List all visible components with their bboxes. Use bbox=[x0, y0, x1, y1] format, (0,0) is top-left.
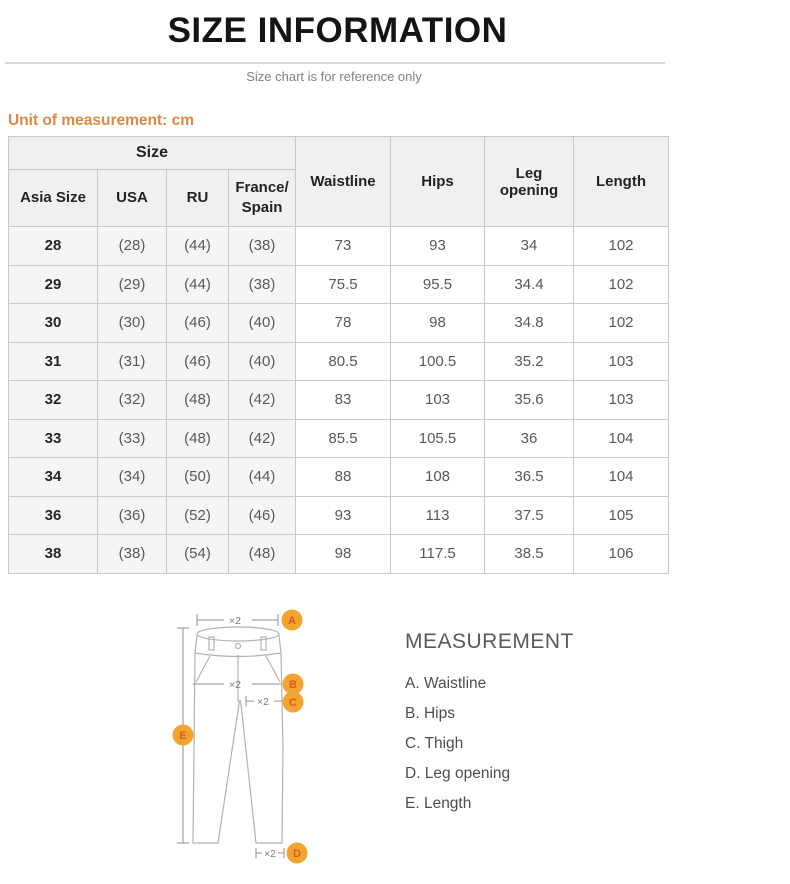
france-spain-size-cell: (42) bbox=[229, 419, 296, 458]
usa-size-cell: (38) bbox=[98, 535, 167, 574]
measurement-list-item: C. Thigh bbox=[405, 735, 464, 752]
leg-opening-cell: 35.2 bbox=[485, 342, 574, 381]
hips-cell: 100.5 bbox=[391, 342, 485, 381]
column-header-leg-opening: Leg opening bbox=[485, 137, 574, 227]
asia-size-cell: 28 bbox=[9, 227, 98, 266]
hips-cell: 117.5 bbox=[391, 535, 485, 574]
pants-outline bbox=[193, 627, 283, 843]
leg-opening-cell: 35.6 bbox=[485, 381, 574, 420]
waistline-dimension-line bbox=[197, 614, 278, 627]
column-header-waistline: Waistline bbox=[296, 137, 391, 227]
hips-cell: 95.5 bbox=[391, 265, 485, 304]
leg-opening-cell: 34.4 bbox=[485, 265, 574, 304]
length-cell: 102 bbox=[574, 304, 669, 343]
leg-opening-cell: 37.5 bbox=[485, 496, 574, 535]
asia-size-cell: 38 bbox=[9, 535, 98, 574]
unit-of-measurement-note: Unit of measurement: cm bbox=[8, 112, 195, 129]
france-spain-size-cell: (44) bbox=[229, 458, 296, 497]
length-cell: 103 bbox=[574, 381, 669, 420]
table-row bbox=[9, 535, 669, 574]
length-cell: 106 bbox=[574, 535, 669, 574]
hips-cell: 98 bbox=[391, 304, 485, 343]
length-cell: 102 bbox=[574, 227, 669, 266]
waistline-cell: 88 bbox=[296, 458, 391, 497]
times2-label-d: ×2 bbox=[264, 848, 276, 860]
usa-size-cell: (28) bbox=[98, 227, 167, 266]
size-table-body bbox=[9, 227, 669, 574]
france-spain-size-cell: (38) bbox=[229, 227, 296, 266]
measurement-heading: MEASUREMENT bbox=[405, 630, 574, 653]
table-row bbox=[9, 342, 669, 381]
column-header-usa: USA bbox=[98, 170, 167, 227]
waistline-cell: 80.5 bbox=[296, 342, 391, 381]
measurement-list bbox=[405, 675, 574, 813]
asia-size-cell: 29 bbox=[9, 265, 98, 304]
ru-size-cell: (50) bbox=[167, 458, 229, 497]
divider-line bbox=[5, 62, 665, 64]
usa-size-cell: (34) bbox=[98, 458, 167, 497]
times2-label-c: ×2 bbox=[257, 696, 269, 708]
asia-size-cell: 32 bbox=[9, 381, 98, 420]
ru-size-cell: (48) bbox=[167, 381, 229, 420]
table-row bbox=[9, 458, 669, 497]
thigh-dimension-line bbox=[246, 696, 282, 708]
svg-text:E: E bbox=[179, 730, 187, 742]
length-cell: 102 bbox=[574, 265, 669, 304]
waistline-cell: 83 bbox=[296, 381, 391, 420]
leg-opening-cell: 34 bbox=[485, 227, 574, 266]
subtitle: Size chart is for reference only bbox=[246, 69, 422, 84]
ru-size-cell: (54) bbox=[167, 535, 229, 574]
france-spain-size-cell: (40) bbox=[229, 304, 296, 343]
ru-size-cell: (44) bbox=[167, 265, 229, 304]
leg-opening-cell: 36 bbox=[485, 419, 574, 458]
usa-size-cell: (30) bbox=[98, 304, 167, 343]
pants-measurement-diagram bbox=[160, 598, 320, 870]
usa-size-cell: (32) bbox=[98, 381, 167, 420]
table-row bbox=[9, 496, 669, 535]
france-spain-size-cell: (40) bbox=[229, 342, 296, 381]
column-header-hips: Hips bbox=[391, 137, 485, 227]
usa-size-cell: (33) bbox=[98, 419, 167, 458]
column-header-asia-size: Asia Size bbox=[9, 170, 98, 227]
badge-c bbox=[283, 692, 304, 713]
measurement-list-item: D. Leg opening bbox=[405, 765, 511, 782]
france-spain-size-cell: (38) bbox=[229, 265, 296, 304]
length-cell: 104 bbox=[574, 458, 669, 497]
usa-size-cell: (31) bbox=[98, 342, 167, 381]
table-row bbox=[9, 381, 669, 420]
size-group-header: Size bbox=[9, 137, 296, 170]
waistline-cell: 85.5 bbox=[296, 419, 391, 458]
leg-opening-cell: 34.8 bbox=[485, 304, 574, 343]
ru-size-cell: (52) bbox=[167, 496, 229, 535]
france-spain-size-cell: (46) bbox=[229, 496, 296, 535]
measurement-list-item: E. Length bbox=[405, 795, 472, 812]
svg-text:B: B bbox=[289, 679, 297, 691]
waistline-cell: 93 bbox=[296, 496, 391, 535]
measurement-legend bbox=[405, 630, 574, 825]
size-table bbox=[8, 136, 669, 574]
length-cell: 105 bbox=[574, 496, 669, 535]
leg-opening-dimension-line bbox=[256, 848, 284, 860]
column-header-france-spain: France/ Spain bbox=[229, 170, 296, 227]
waistline-cell: 78 bbox=[296, 304, 391, 343]
size-table-header bbox=[9, 137, 669, 227]
badge-b bbox=[283, 674, 304, 695]
ru-size-cell: (46) bbox=[167, 304, 229, 343]
ru-size-cell: (46) bbox=[167, 342, 229, 381]
measurement-list-item: A. Waistline bbox=[405, 675, 487, 692]
column-header-ru: RU bbox=[167, 170, 229, 227]
asia-size-cell: 31 bbox=[9, 342, 98, 381]
hips-cell: 113 bbox=[391, 496, 485, 535]
length-cell: 103 bbox=[574, 342, 669, 381]
hips-cell: 105.5 bbox=[391, 419, 485, 458]
times2-label-a: ×2 bbox=[229, 615, 241, 627]
waistline-cell: 98 bbox=[296, 535, 391, 574]
table-row bbox=[9, 304, 669, 343]
asia-size-cell: 33 bbox=[9, 419, 98, 458]
waistline-cell: 75.5 bbox=[296, 265, 391, 304]
svg-text:C: C bbox=[289, 697, 297, 709]
hips-cell: 108 bbox=[391, 458, 485, 497]
france-spain-size-cell: (48) bbox=[229, 535, 296, 574]
ru-size-cell: (44) bbox=[167, 227, 229, 266]
asia-size-cell: 34 bbox=[9, 458, 98, 497]
times2-label-b: ×2 bbox=[229, 679, 241, 691]
hips-dimension-line bbox=[193, 679, 281, 691]
france-spain-size-cell: (42) bbox=[229, 381, 296, 420]
column-header-length: Length bbox=[574, 137, 669, 227]
hips-cell: 93 bbox=[391, 227, 485, 266]
leg-opening-cell: 38.5 bbox=[485, 535, 574, 574]
page-title: SIZE INFORMATION bbox=[167, 11, 508, 50]
ru-size-cell: (48) bbox=[167, 419, 229, 458]
size-table-container bbox=[8, 136, 669, 574]
measurement-list-item: B. Hips bbox=[405, 705, 455, 722]
leg-opening-cell: 36.5 bbox=[485, 458, 574, 497]
badge-a bbox=[282, 610, 303, 631]
svg-text:D: D bbox=[293, 848, 301, 860]
usa-size-cell: (29) bbox=[98, 265, 167, 304]
badge-d bbox=[287, 843, 308, 864]
table-row bbox=[9, 265, 669, 304]
waistline-cell: 73 bbox=[296, 227, 391, 266]
hips-cell: 103 bbox=[391, 381, 485, 420]
asia-size-cell: 30 bbox=[9, 304, 98, 343]
table-row bbox=[9, 419, 669, 458]
badge-e bbox=[173, 725, 194, 746]
table-row bbox=[9, 227, 669, 266]
svg-text:A: A bbox=[288, 615, 296, 627]
length-cell: 104 bbox=[574, 419, 669, 458]
usa-size-cell: (36) bbox=[98, 496, 167, 535]
asia-size-cell: 36 bbox=[9, 496, 98, 535]
